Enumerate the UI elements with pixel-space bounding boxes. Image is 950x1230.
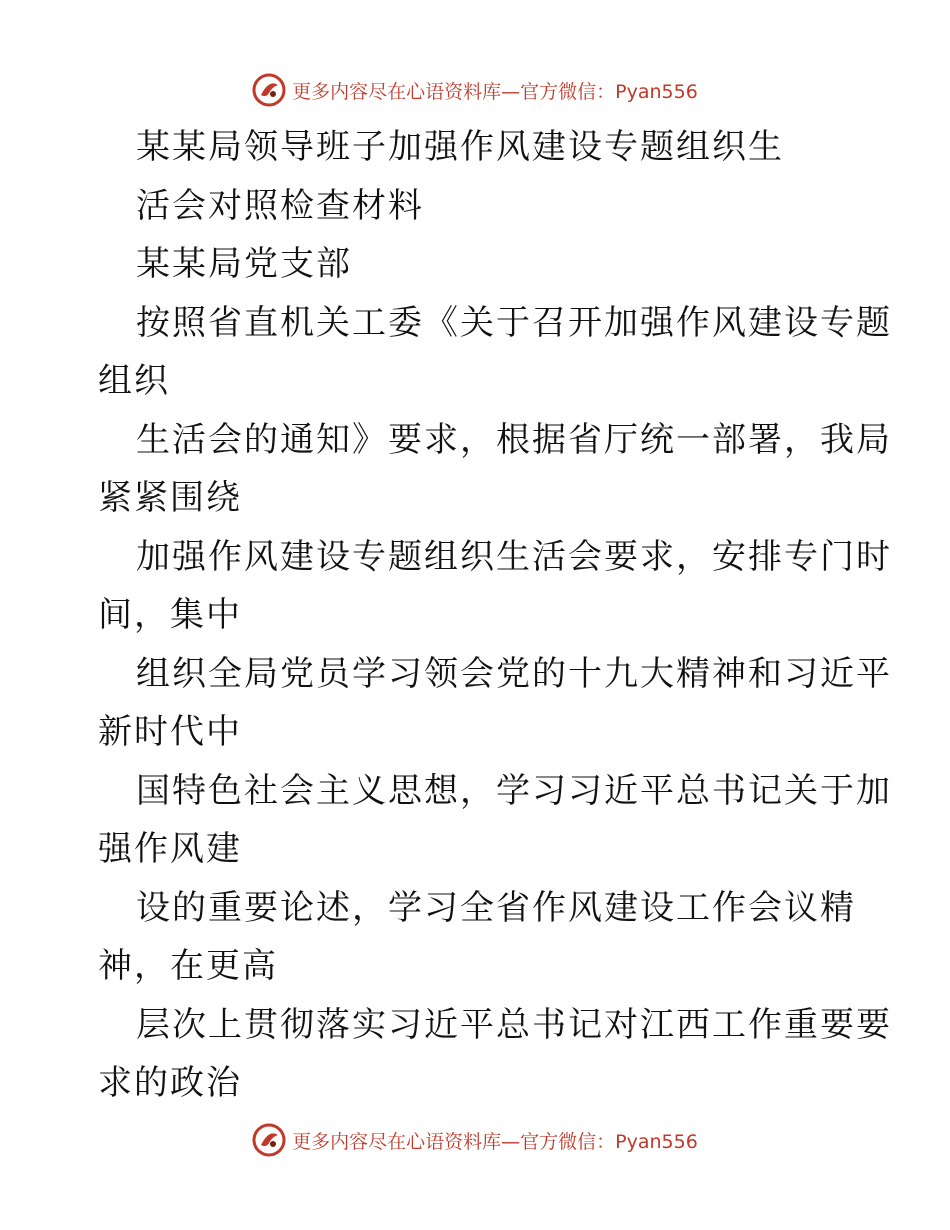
document-line: 设的重要论述，学习全省作风建设工作会议精 <box>136 887 856 928</box>
banner-text: 更多内容尽在心语资料库—官方微信：Pyan556 <box>292 1130 698 1153</box>
document-line: 求的政治 <box>98 1063 242 1103</box>
document-line: 神，在更高 <box>98 946 278 986</box>
document-line: 组织全局党员学习领会党的十九大精神和习近平 <box>136 653 892 694</box>
document-line: 某某局领导班子加强作风建设专题组织生 <box>136 127 784 167</box>
document-line: 层次上贯彻落实习近平总书记对江西工作重要要 <box>136 1004 892 1045</box>
brand-logo-icon <box>252 1123 286 1157</box>
document-line: 强作风建 <box>98 829 242 869</box>
document-line: 国特色社会主义思想，学习习近平总书记关于加 <box>136 770 892 811</box>
brand-logo-icon <box>252 73 286 107</box>
document-line: 活会对照检查材料 <box>136 185 424 226</box>
document-line: 组织 <box>98 361 170 401</box>
document-line: 间，集中 <box>98 595 242 635</box>
document-line: 按照省直机关工委《关于召开加强作风建设专题 <box>136 302 892 343</box>
document-line: 紧紧围绕 <box>98 478 242 518</box>
document-line: 某某局党支部 <box>136 244 352 284</box>
header-banner <box>0 70 950 110</box>
banner-content <box>252 1123 698 1157</box>
footer-banner <box>0 1120 950 1160</box>
document-line: 生活会的通知》要求，根据省厅统一部署，我局 <box>136 419 892 460</box>
document-line: 新时代中 <box>98 712 242 752</box>
banner-text: 更多内容尽在心语资料库—官方微信：Pyan556 <box>292 80 698 103</box>
banner-content <box>252 73 698 107</box>
document-body <box>0 118 950 1113</box>
document-line: 加强作风建设专题组织生活会要求，安排专门时 <box>136 536 892 577</box>
